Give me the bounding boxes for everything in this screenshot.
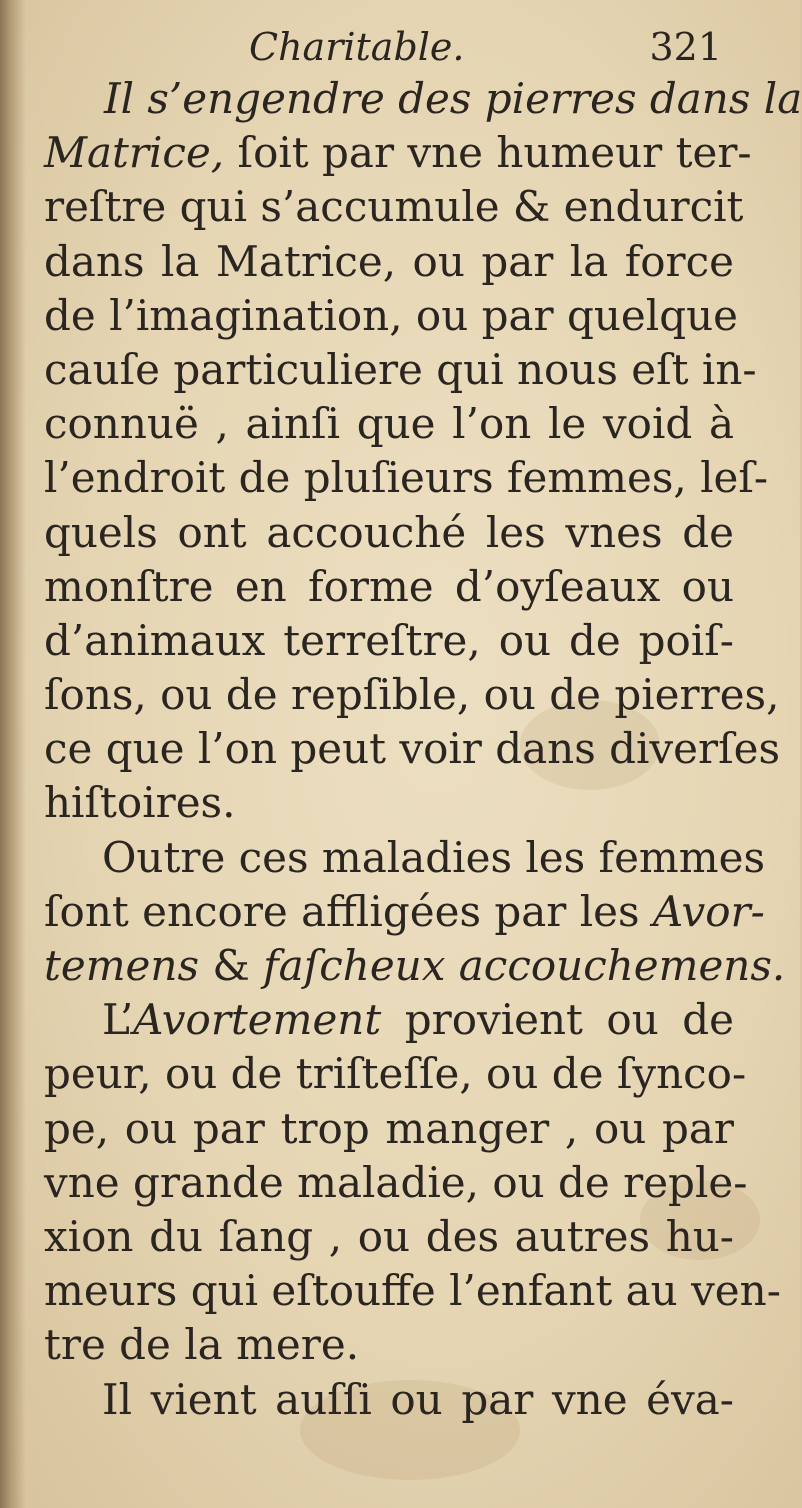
line-segment: monſtre en forme d’oyſeaux ou bbox=[44, 561, 734, 611]
line-segment: xion du ſang , ou des autres hu- bbox=[44, 1211, 734, 1261]
line-segment: pe, ou par trop manger , ou par bbox=[44, 1103, 734, 1153]
text-line bbox=[44, 831, 765, 885]
page-header bbox=[44, 22, 734, 72]
line-segment: Outre ces maladies les femmes bbox=[102, 832, 765, 882]
line-segment: vne grande maladie, ou de reple- bbox=[44, 1157, 748, 1207]
line-segment: ſons, ou de repſible, ou de pierres, bbox=[44, 670, 780, 720]
text-line bbox=[44, 1047, 747, 1101]
text-line bbox=[44, 343, 757, 397]
line-segment: Il vient auſſi ou par vne éva- bbox=[102, 1374, 734, 1424]
line-segment: L’ bbox=[102, 995, 134, 1045]
line-segment: ſoit par vne humeur ter- bbox=[224, 128, 752, 178]
running-title: Charitable. bbox=[249, 25, 465, 69]
line-segment: Il s’engendre des pierres dans la bbox=[104, 74, 802, 123]
text-line bbox=[44, 1210, 734, 1264]
line-segment: d’animaux terreſtre, ou de poiſ- bbox=[44, 615, 734, 665]
page-number: 321 bbox=[649, 25, 722, 69]
text-line bbox=[44, 776, 734, 830]
line-segment: ſont encore affligées par les bbox=[44, 886, 653, 936]
text-line bbox=[44, 451, 769, 505]
line-segment: connuë , ainſi que l’on le void à bbox=[44, 399, 734, 449]
text-line bbox=[44, 506, 734, 560]
line-segment: Avortement bbox=[133, 995, 382, 1045]
text-line bbox=[44, 722, 781, 776]
line-segment: hiſtoires. bbox=[44, 778, 236, 828]
text-line bbox=[44, 289, 738, 343]
line-segment: quels ont accouché les vnes de bbox=[44, 507, 734, 557]
line-segment: tre de la mere. bbox=[44, 1320, 360, 1370]
text-line bbox=[44, 668, 780, 722]
text-line bbox=[44, 614, 734, 668]
text-line bbox=[44, 235, 734, 289]
line-segment: de l’imagination, ou par quelque bbox=[44, 290, 738, 340]
line-segment: reſtre qui s’accumule & endurcit bbox=[44, 182, 744, 232]
text-line bbox=[44, 397, 734, 451]
page-gutter-shadow bbox=[0, 0, 26, 1508]
text-line bbox=[44, 1373, 734, 1427]
line-segment: provient ou de bbox=[381, 995, 734, 1045]
text-line bbox=[44, 1156, 748, 1210]
line-segment: peur, ou de triſteſſe, ou de ſynco- bbox=[44, 1049, 747, 1099]
text-line bbox=[44, 885, 765, 939]
line-segment: l’endroit de pluſieurs femmes, leſ- bbox=[44, 453, 769, 503]
text-line bbox=[44, 1318, 734, 1372]
text-line bbox=[44, 939, 786, 993]
text-line bbox=[44, 560, 734, 614]
line-segment: temens bbox=[44, 941, 200, 990]
text-line bbox=[44, 1102, 734, 1156]
text-line bbox=[44, 126, 752, 180]
line-segment: Matrice, bbox=[44, 128, 225, 178]
line-segment: faſcheux accouchemens. bbox=[263, 941, 786, 990]
text-line bbox=[44, 993, 734, 1047]
line-segment: & bbox=[199, 941, 264, 990]
line-segment: Avor- bbox=[652, 886, 765, 936]
line-segment: cauſe particuliere qui nous eſt in- bbox=[44, 344, 757, 394]
line-segment: dans la Matrice, ou par la force bbox=[44, 236, 734, 286]
text-line bbox=[44, 1264, 781, 1318]
line-segment: ce que l’on peut voir dans diverſes bbox=[44, 724, 781, 774]
page-text bbox=[44, 22, 802, 1427]
text-line bbox=[44, 180, 744, 234]
line-segment: meurs qui eſtouffe l’enfant au ven- bbox=[44, 1266, 781, 1316]
text-line bbox=[44, 72, 802, 126]
